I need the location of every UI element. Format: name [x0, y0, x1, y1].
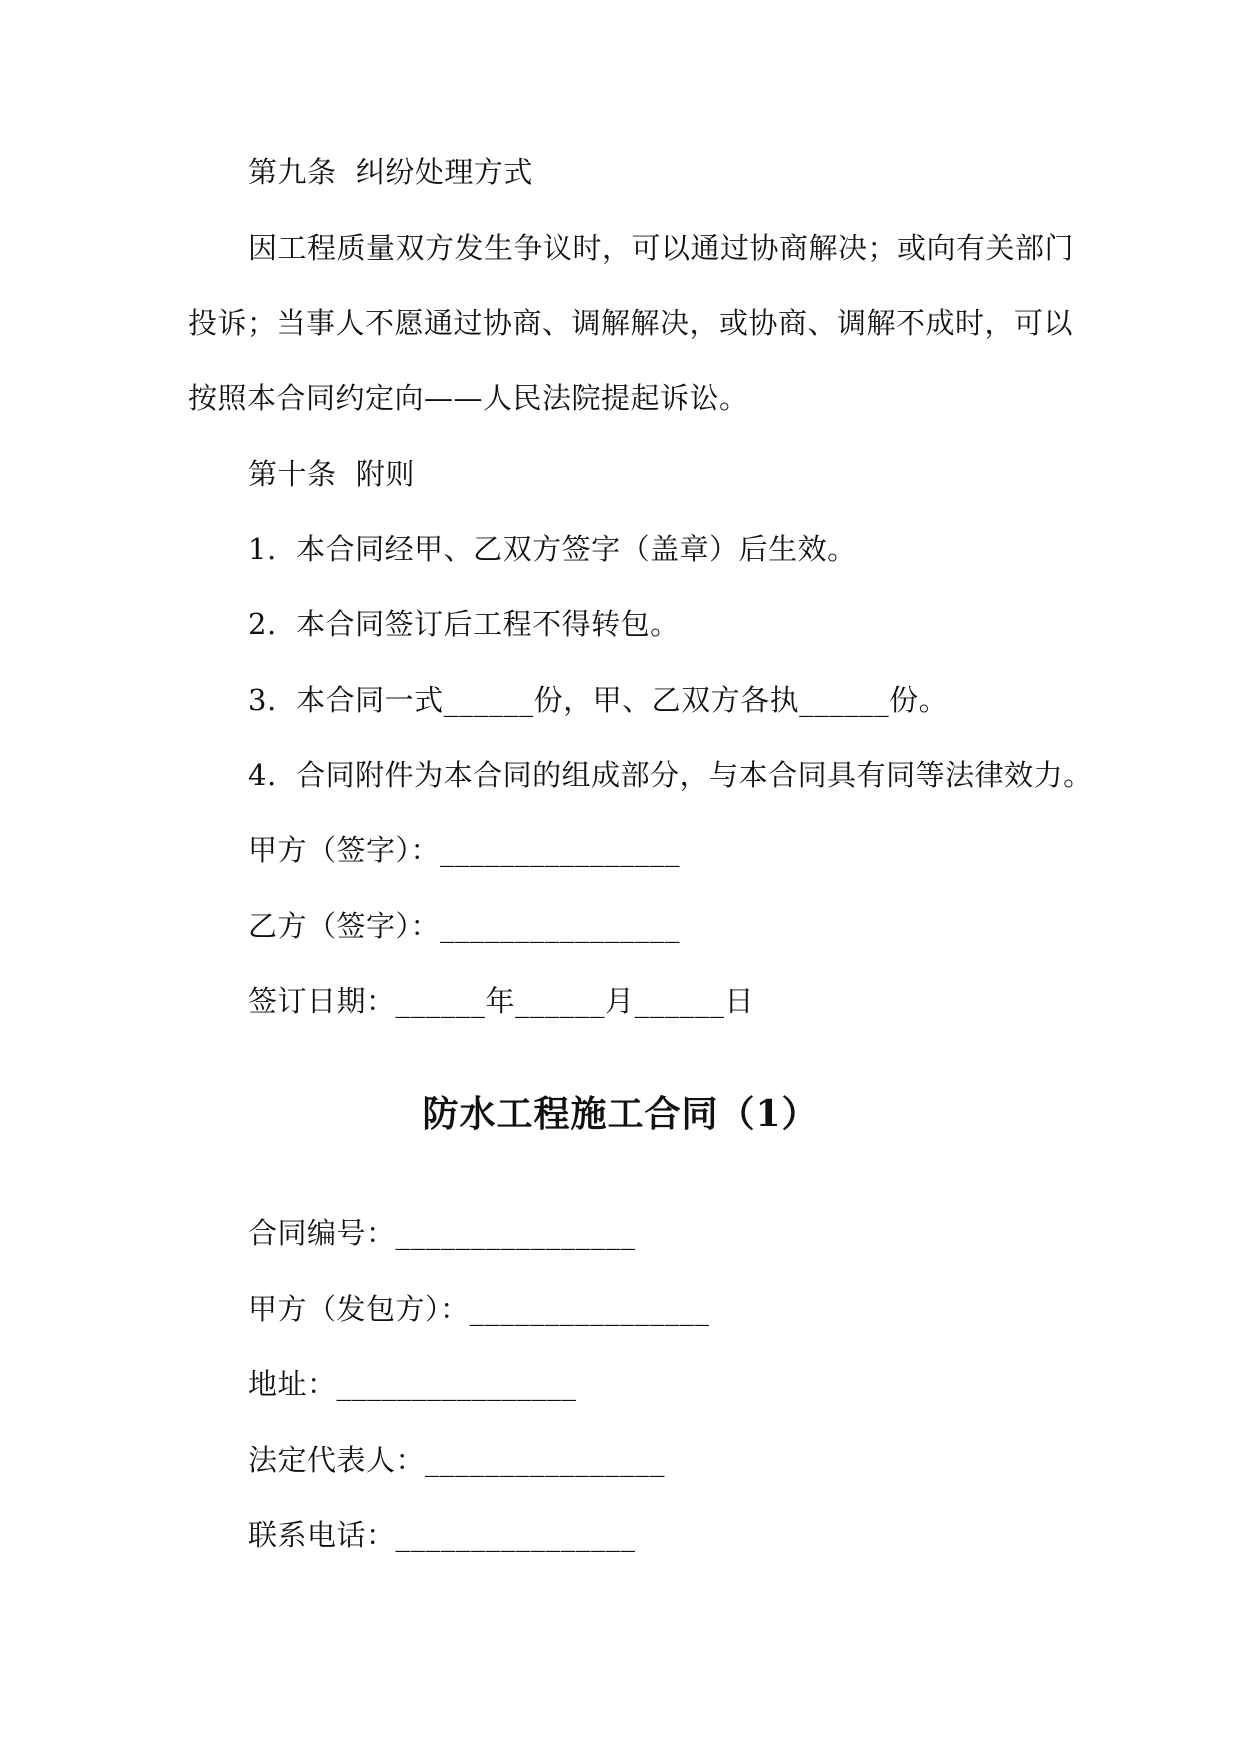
- article-9-body-line-1: 因工程质量双方发生争议时，可以通过协商解决；或向有关部门: [248, 231, 1075, 265]
- article-9-body-line-2: 投诉；当事人不愿通过协商、调解解决，或协商、调解不成时，可以: [188, 306, 1074, 340]
- party-a-employer-field: 甲方（发包方）：________________: [248, 1292, 710, 1326]
- phone-field: 联系电话：________________: [248, 1518, 636, 1552]
- article-10-item-2: 2. 本合同签订后工程不得转包。: [248, 607, 680, 641]
- article-10-item-4: 4. 合同附件为本合同的组成部分，与本合同具有同等法律效力。: [248, 758, 1093, 792]
- signing-date: 签订日期：______年______月______日: [248, 984, 755, 1018]
- party-b-signature: 乙方（签字）：________________: [248, 909, 681, 943]
- contract-number-field: 合同编号：________________: [248, 1216, 636, 1250]
- article-10-heading: 第十条 附则: [248, 457, 415, 491]
- article-9-heading: 第九条 纠纷处理方式: [248, 155, 533, 189]
- party-a-signature: 甲方（签字）：________________: [248, 833, 681, 867]
- address-field: 地址：________________: [248, 1367, 577, 1401]
- article-9-body-line-3: 按照本合同约定向——人民法院提起诉讼。: [188, 381, 749, 415]
- contract-title: 防水工程施工合同（1）: [422, 1093, 819, 1135]
- legal-representative-field: 法定代表人：________________: [248, 1443, 666, 1477]
- article-10-item-1: 1. 本合同经甲、乙双方签字（盖章）后生效。: [248, 532, 857, 566]
- article-10-item-3: 3. 本合同一式______份，甲、乙双方各执______份。: [248, 683, 949, 717]
